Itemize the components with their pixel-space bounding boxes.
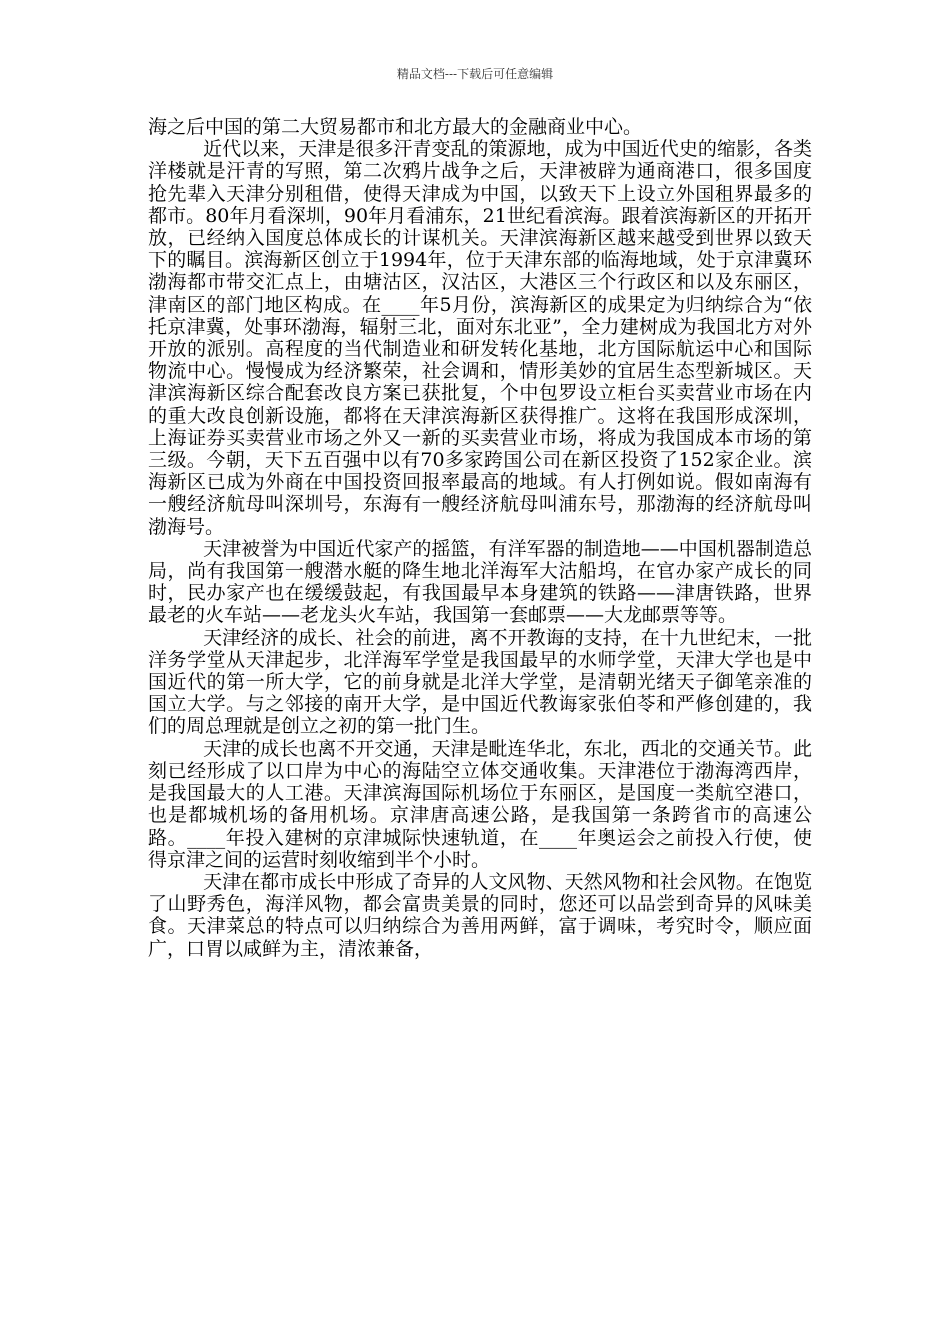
paragraph-industry: 天津被誉为中国近代家产的摇篮，有洋军器的制造地——中国机器制造总局，尚有我国第一艘潜水艇的降生地北洋海军大沽船坞，在官办家产成长的同时，民办家产也在缓缓鼓起，有我国最早本身建筑的铁路——津唐铁路，世界最老的火车站——老龙头火车站，我国第一套邮票——大龙邮票等等。 <box>148 537 812 627</box>
paragraph-modern-history: 近代以来，天津是很多汗青变乱的策源地，成为中国近代史的缩影，各类洋楼就是汗青的写照，第二次鸦片战争之后，天津被辟为通商港口，很多国度抢先辈入天津分别租借，使得天津成为中国，以致天下上设立外国租界最多的都市。80年月看深圳，90年月看浦东，21世纪看滨海。跟着滨海新区的开拓开放，已经纳入国度总体成长的计谋机关。天津滨海新区越来越受到世界以致天下的瞩目。滨海新区创立于1994年，位于天津东部的临海地域，处于京津冀环渤海都市带交汇点上，由塘沽区，汉沽区，大港区三个行政区和以及东丽区，津南区的部门地区构成。在____年5月份，滨海新区的成果定为归纳综合为“依托京津冀，处事环渤海，辐射三北，面对东北亚”，全力建树成为我国北方对外开放的派别。高程度的当代制造业和研发转化基地，北方国际航运中心和国际物流中心。慢慢成为经济繁荣，社会调和，情形美妙的宜居生态型新城区。天津滨海新区综合配套改良方案已获批复，个中包罗设立柜台买卖营业市场在内的重大改良创新设施，都将在天津滨海新区获得推广。这将在我国形成深圳，上海证券买卖营业市场之外又一新的买卖营业市场，将成为我国成本市场的第三级。今朝，天下五百强中以有70多家跨国公司在新区投资了152家企业。滨海新区已成为外商在中国投资回报率最高的地域。有人打例如说。假如南海有一艘经济航母叫深圳号，东海有一艘经济航母叫浦东号，那渤海的经济航母叫渤海号。 <box>148 138 812 538</box>
document-body <box>148 116 812 960</box>
paragraph-continuation: 海之后中国的第二大贸易都市和北方最大的金融商业中心。 <box>148 116 643 138</box>
page-header: 精品文档---下载后可任意编辑 <box>396 67 554 81</box>
paragraph-education: 天津经济的成长、社会的前进，离不开教诲的支持，在十九世纪末，一批洋务学堂从天津起步，北洋海军学堂是我国最早的水师学堂，天津大学也是中国近代的第一所大学，它的前身就是北洋大学堂，是清朝光绪天子御笔亲准的国立大学。与之邻接的南开大学，是中国近代教诲家张伯苓和严修创建的，我们的周总理就是创立之初的第一批门生。 <box>148 626 812 738</box>
paragraph-culture: 天津在都市成长中形成了奇异的人文风物、天然风物和社会风物。在饱览了山野秀色，海洋风物，都会富贵美景的同时，您还可以品尝到奇异的风味美食。天津菜总的特点可以归纳综合为善用两鲜，富于调味，考究时令，顺应面广，口胃以咸鲜为主，清浓兼备， <box>148 870 812 960</box>
paragraph-transport: 天津的成长也离不开交通，天津是毗连华北，东北，西北的交通关节。此刻已经形成了以口岸为中心的海陆空立体交通收集。天津港位于渤海湾西岸，是我国最大的人工港。天津滨海国际机场位于东丽区，是国度一类航空港口，也是都城机场的备用机场。京津唐高速公路，是我国第一条跨省市的高速公路。____年投入建树的京津城际快速轨道，在____年奥运会之前投入行使，使得京津之间的运营时刻收缩到半个小时。 <box>148 737 812 871</box>
